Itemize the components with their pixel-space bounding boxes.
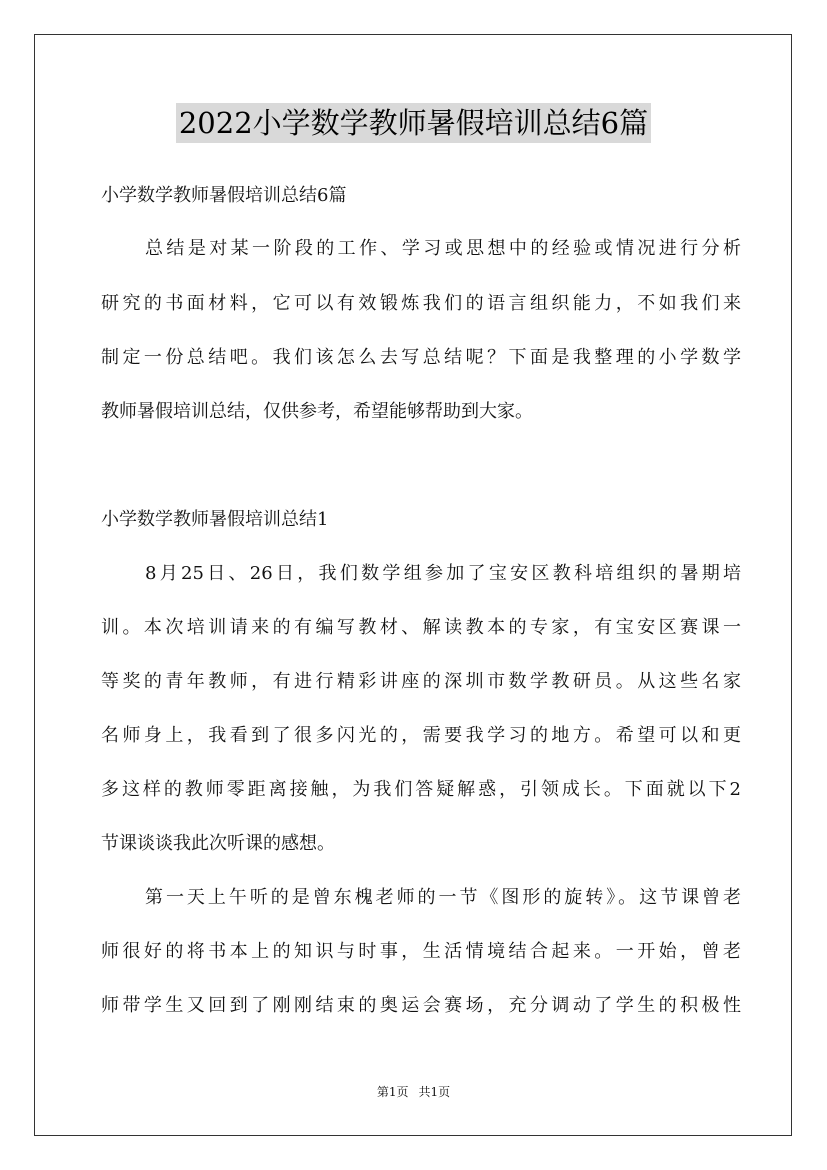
document-subtitle: 小学数学教师暑假培训总结6篇 (101, 185, 347, 206)
para2-line-3: 师带学生又回到了刚刚结束的奥运会赛场，充分调动了学生的积极性 (101, 995, 741, 1016)
document-title: 2022小学数学教师暑假培训总结6篇 (176, 103, 651, 143)
intro-line-2: 研究的书面材料，它可以有效锻炼我们的语言组织能力，不如我们来 (101, 293, 741, 314)
title-wrap (0, 103, 827, 143)
intro-line-1: 总结是对某一阶段的工作、学习或思想中的经验或情况进行分析 (145, 238, 741, 259)
para1-line-4: 名师身上，我看到了很多闪光的，需要我学习的地方。希望可以和更 (101, 725, 741, 746)
para1-line-3: 等奖的青年教师，有进行精彩讲座的深圳市数学教研员。从这些名家 (101, 671, 741, 692)
para1-line-6: 节课谈谈我此次听课的感想。 (101, 833, 335, 854)
para2-line-2: 师很好的将书本上的知识与时事，生活情境结合起来。一开始，曾老 (101, 941, 741, 962)
page-footer (0, 1084, 827, 1100)
section-heading: 小学数学教师暑假培训总结1 (101, 509, 329, 530)
para1-line-1: 8月25日、26日，我们数学组参加了宝安区教科培组织的暑期培 (145, 563, 741, 584)
para1-line-5: 多这样的教师零距离接触，为我们答疑解惑，引领成长。下面就以下2 (101, 779, 741, 800)
intro-line-3: 制定一份总结吧。我们该怎么去写总结呢？下面是我整理的小学数学 (101, 347, 741, 368)
intro-line-4: 教师暑假培训总结，仅供参考，希望能够帮助到大家。 (101, 401, 533, 422)
page-total: 共1页 (418, 1085, 451, 1099)
page-number: 第1页 (376, 1085, 409, 1099)
para1-line-2: 训。本次培训请来的有编写教材、解读教本的专家，有宝安区赛课一 (101, 617, 741, 638)
para2-line-1: 第一天上午听的是曾东槐老师的一节《图形的旋转》。这节课曾老 (145, 887, 741, 908)
